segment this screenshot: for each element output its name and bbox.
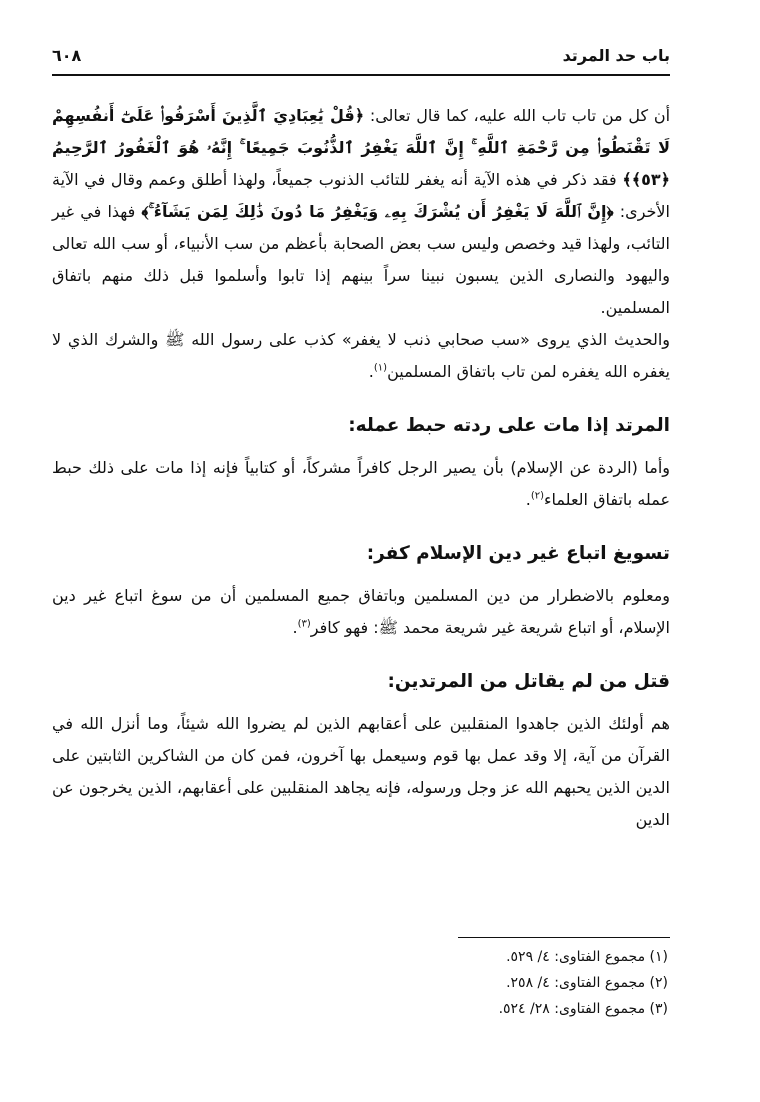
- chapter-title: باب حد المرتد: [562, 45, 670, 65]
- header-divider: [52, 74, 670, 76]
- footnotes: [300, 944, 668, 1022]
- paragraph-text: والحديث الذي يروى «سب صحابي ذنب لا يغفر» كذب على رسول الله ﷺ والشرك الذي لا يغفره الله يغفره لمن تاب باتفاق المسلمين: [52, 330, 670, 381]
- footnote-divider: [458, 937, 670, 938]
- paragraph-apostasy: وأما (الردة عن الإسلام) بأن يصير الرجل كافراً مشركاً، أو كتابياً فإنه إذا مات على ذلك حبط عمله باتفاق العلماء$^{(٢)}$.: [52, 458, 670, 509]
- paragraph-text: فقد ذكر في هذه الآية أنه يغفر للتائب الذنوب جميعاً، ولهذا أطلق وعمم وقال في الآية الأخرى:: [52, 170, 670, 221]
- section-heading: المرتد إذا مات على ردته حبط عمله:: [348, 415, 670, 436]
- paragraph-text: ومعلوم بالاضطرار من دين المسلمين وباتفاق جميع المسلمين أن من سوغ اتباع غير دين الإسلام، أو اتباع شريعة غير شريعة محمد ﷺ: فهو كافر: [52, 586, 670, 637]
- paragraph-text: أن كل من تاب تاب الله عليه، كما قال تعالى:: [364, 106, 671, 125]
- running-header: [52, 40, 670, 70]
- footnote: (١) مجموع الفتاوى: ٤/ ٥٢٩.: [506, 949, 668, 965]
- paragraph-other-religions: ومعلوم بالاضطرار من دين المسلمين وباتفاق جميع المسلمين أن من سوغ اتباع غير دين الإسلام، أو اتباع شريعة غير شريعة محمد ﷺ: فهو كافر$^{(٣)}$.: [52, 586, 670, 637]
- footnote-ref: (١): [373, 362, 388, 374]
- page-number: ٦٠٨: [52, 45, 82, 65]
- paragraph-text: وأما (الردة عن الإسلام) بأن يصير الرجل كافراً مشركاً، أو كتابياً فإنه إذا مات على ذلك حبط عمله باتفاق العلماء: [52, 458, 670, 509]
- section-heading: قتل من لم يقاتل من المرتدين:: [387, 671, 670, 692]
- footnote-ref: (٣): [297, 618, 311, 630]
- quran-verse: ﴿إِنَّ ٱللَّهَ لَا يَغْفِرُ أَن يُشْرَكَ بِهِۦ وَيَغْفِرُ مَا دُونَ ذَٰلِكَ لِمَن يَشَآءُ ۚ﴾: [141, 202, 614, 221]
- paragraph-fighting: هم أولئك الذين جاهدوا المنقلبين على أعقابهم الذين لم يضروا الله شيئاً، وما أنزل الله في القرآن من آية، إلا وقد عمل بها قوم وسيعمل بها آخرون، فمن كان من الشاكرين الثابتين على الدين الذين يحبهم الله عز وجل ورسوله، فإنه يجاهد المنقلبين على أعقابهم، الذين يخرجون عن الدين: [52, 714, 670, 829]
- footnote: (٣) مجموع الفتاوى: ٢٨/ ٥٢٤.: [498, 1001, 668, 1017]
- main-text: [52, 100, 670, 836]
- footnote-ref: (٢): [530, 490, 544, 502]
- footnote: (٢) مجموع الفتاوى: ٤/ ٢٥٨.: [506, 975, 668, 991]
- paragraph-text: فهذا في غير التائب، ولهذا قيد وخصص وليس سب بعض الصحابة بأعظم من سب الأنبياء، أو سب الله تعالى واليهود والنصارى الذين يسبون نبينا سراً بينهم إذا تابوا وأسلموا قبل ذلك منهم باتفاق المسلمين.: [52, 202, 670, 317]
- section-heading: تسويغ اتباع غير دين الإسلام كفر:: [366, 543, 670, 564]
- quran-verse: ﴿قُلْ يَٰعِبَادِيَ ٱلَّذِينَ أَسْرَفُوا۟ عَلَىٰٓ أَنفُسِهِمْ لَا تَقْنَطُوا۟ مِن رَّحْمَةِ ٱللَّهِ ۚ إِنَّ ٱللَّهَ يَغْفِرُ ٱلذُّنُوبَ جَمِيعًا ۚ إِنَّهُۥ هُوَ ٱلْغَفُورُ ٱلرَّحِيمُ ﴿٥٣﴾﴾: [52, 106, 670, 189]
- paragraph-repentance: [52, 100, 670, 324]
- paragraph-hadith: والحديث الذي يروى «سب صحابي ذنب لا يغفر» كذب على رسول الله ﷺ والشرك الذي لا يغفره الله يغفره لمن تاب باتفاق المسلمين$^{(١)}$.: [52, 330, 670, 381]
